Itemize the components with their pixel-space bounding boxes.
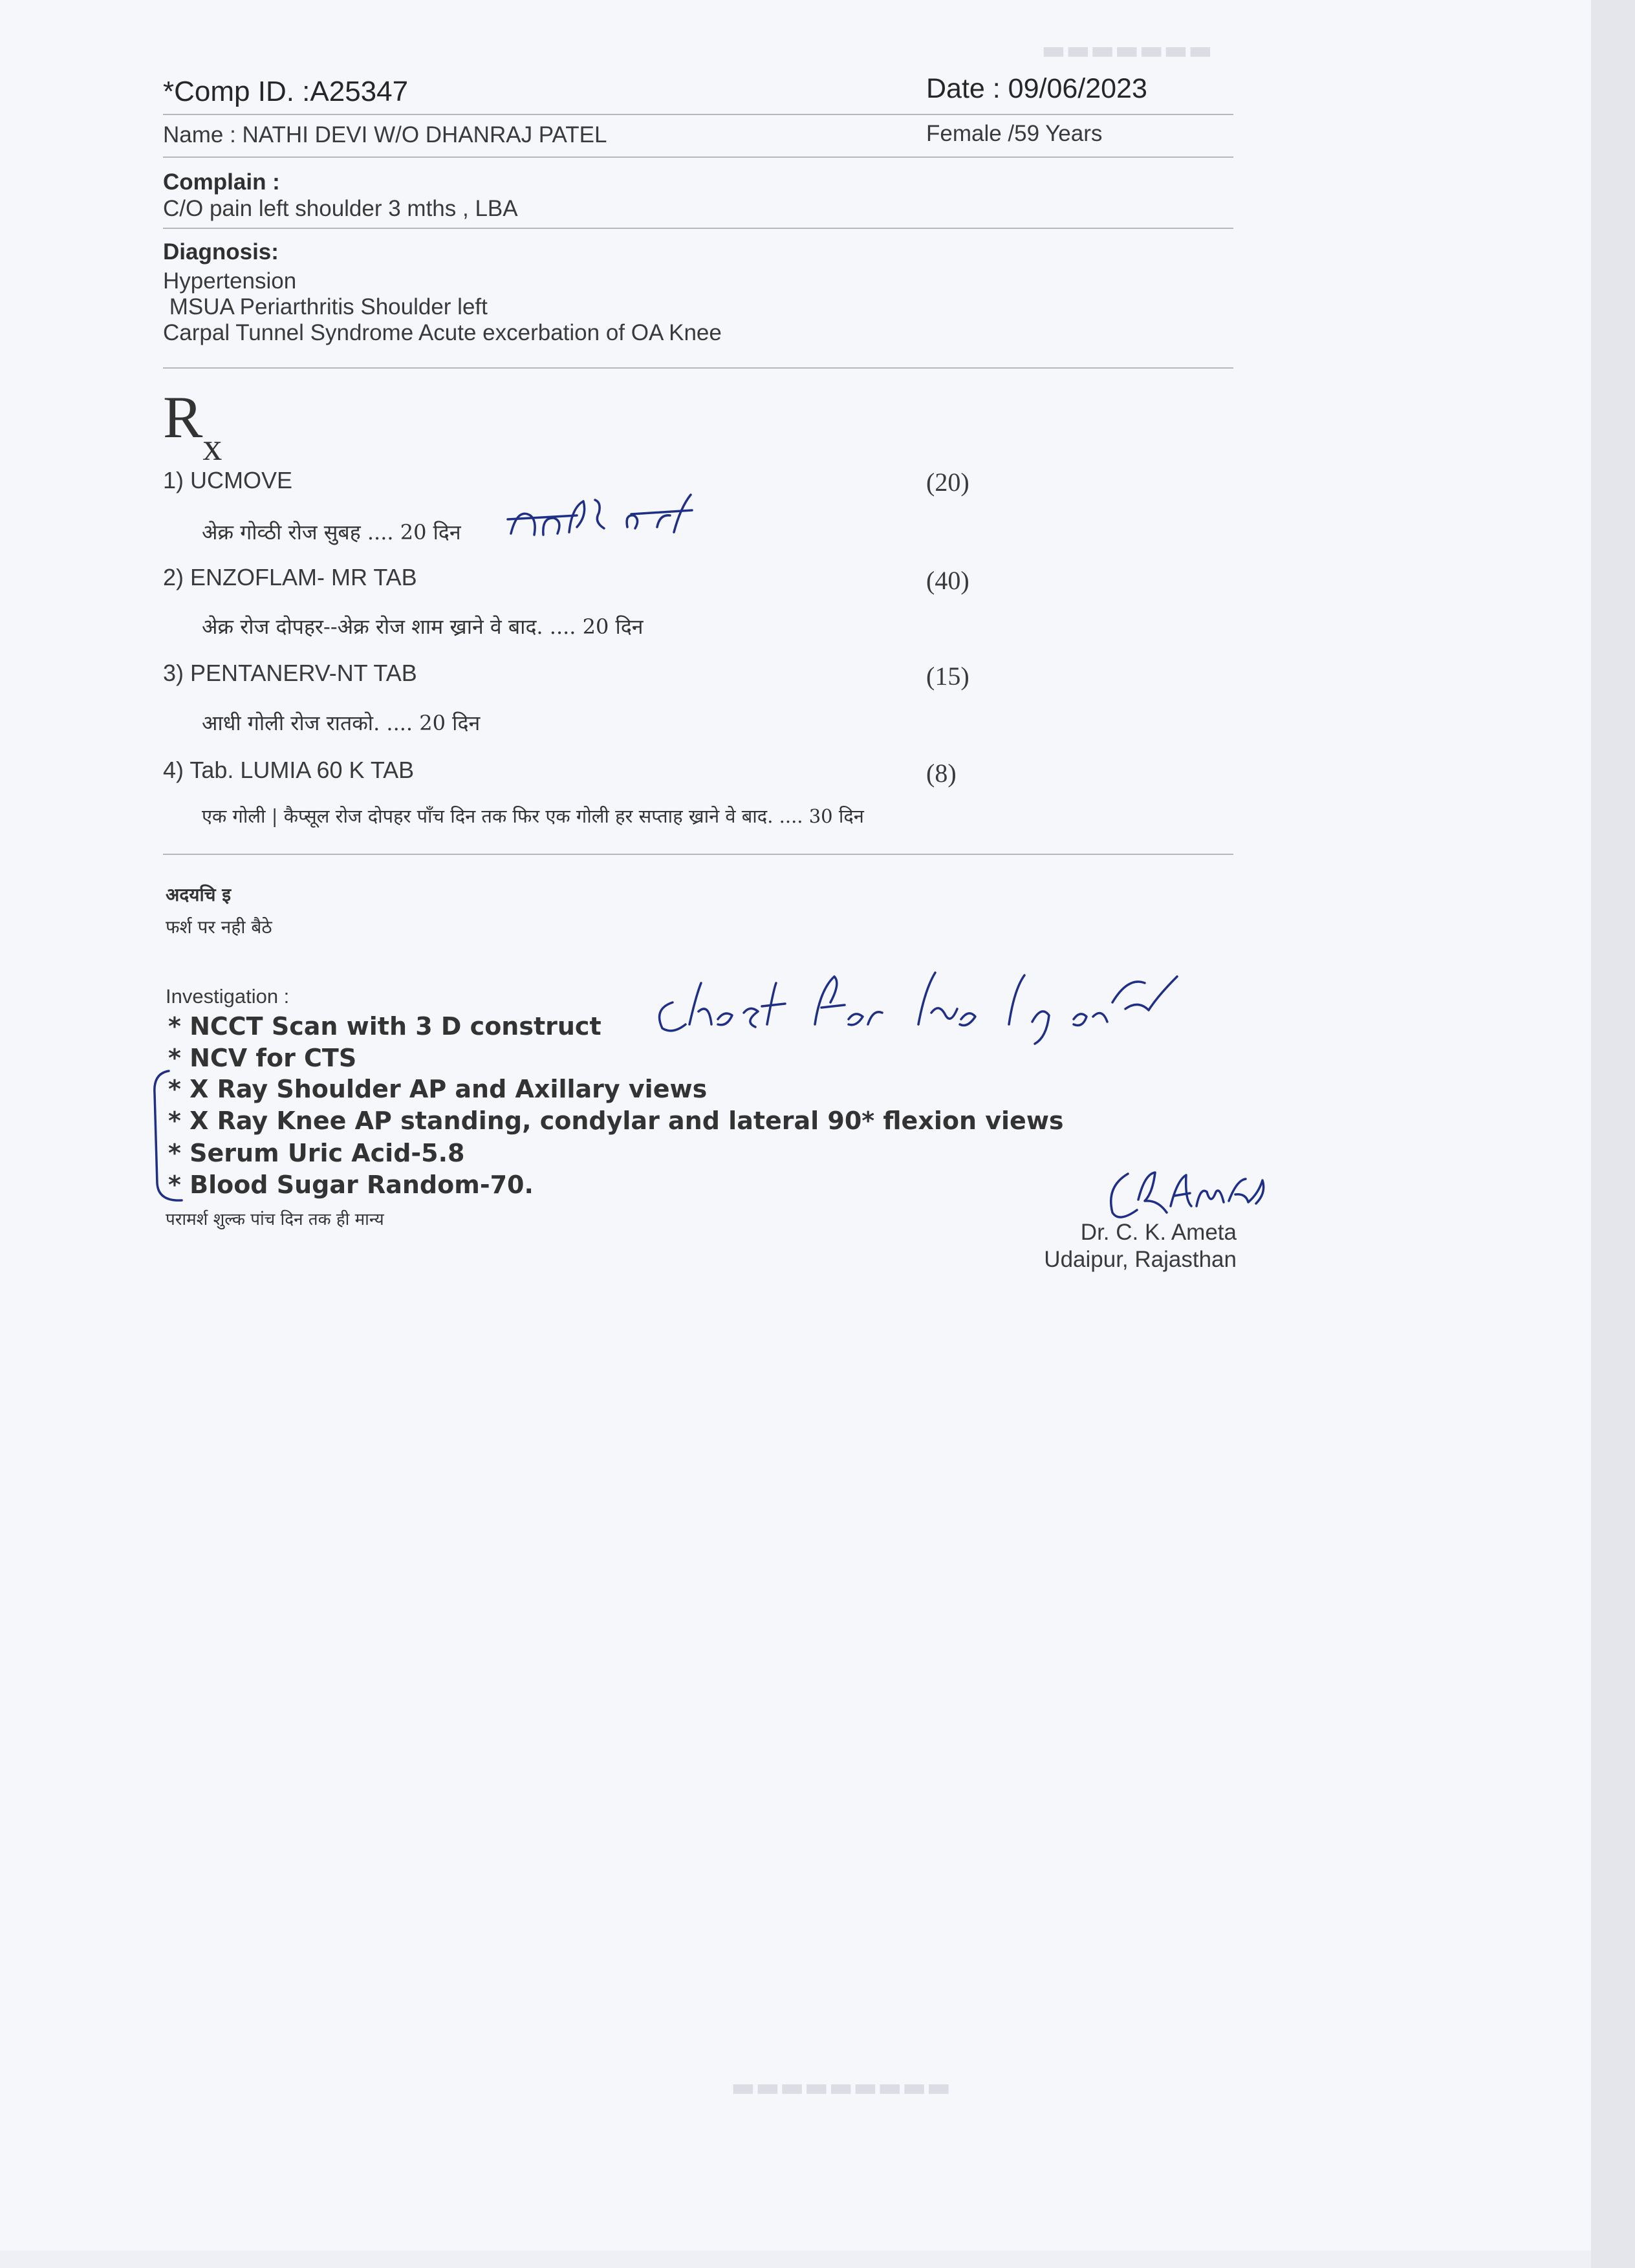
medication-name: 2) ENZOFLAM- MR TAB: [163, 564, 417, 590]
medication-instructions: आधी गोली रोज रातको. .... 20 दिन: [202, 711, 481, 735]
handwritten-note-rx1: [504, 482, 711, 553]
investigation-item: * NCV for CTS: [168, 1044, 357, 1072]
rule-1: [163, 114, 1233, 115]
diagnosis-line: MSUA Periarthritis Shoulder left: [163, 294, 488, 319]
visit-date: Date : 09/06/2023: [926, 73, 1147, 104]
complain-text: C/O pain left shoulder 3 mths , LBA: [163, 196, 518, 221]
medication-name: 3) PENTANERV-NT TAB: [163, 660, 417, 686]
medication-name: 1) UCMOVE: [163, 467, 293, 493]
bleed-through-bottom: ▬▬▬▬▬▬▬▬▬: [731, 2076, 951, 2106]
page-edge: [1591, 0, 1635, 2268]
medication-qty: (15): [926, 662, 969, 691]
medication-name: 4) Tab. LUMIA 60 K TAB: [163, 757, 415, 783]
rule-2: [163, 157, 1233, 158]
fee-validity-note: परामर्श शुल्क पांच दिन तक ही मान्य: [166, 1210, 384, 1229]
medication-qty: (8): [926, 759, 957, 788]
investigation-label: Investigation :: [166, 985, 290, 1008]
complain-title: Complain :: [163, 169, 280, 195]
doctor-signature: [1099, 1161, 1281, 1226]
investigation-item: * Blood Sugar Random-70.: [168, 1171, 534, 1199]
rx-symbol: $R_x$: [163, 384, 222, 469]
handwritten-bracket: [146, 1067, 191, 1209]
rule-5: [163, 854, 1233, 855]
medication-instructions: एक गोली | कैप्सूल रोज दोपहर पाँच दिन तक फिर एक गोली हर सप्ताह ख्राने वे बाद. .... 30 दिन: [202, 805, 864, 827]
patient-sex-age: Female /59 Years: [926, 121, 1103, 146]
doctor-name: Dr. C. K. Ameta: [1080, 1220, 1237, 1245]
investigation-item: * Serum Uric Acid-5.8: [168, 1139, 465, 1167]
handwritten-note-investigation: [647, 957, 1203, 1048]
diagnosis-line: Carpal Tunnel Syndrome Acute excerbation of OA Knee: [163, 320, 722, 345]
investigation-item: * X Ray Shoulder AP and Axillary views: [168, 1075, 708, 1103]
doctor-location: Udaipur, Rajasthan: [1044, 1247, 1237, 1272]
medication-qty: (20): [926, 468, 969, 497]
bleed-through-top: ▬▬▬▬▬▬▬: [1041, 39, 1213, 69]
rule-4: [163, 367, 1233, 369]
diagnosis-line: Hypertension: [163, 268, 297, 294]
investigation-item: * NCCT Scan with 3 D construct: [168, 1012, 601, 1041]
rule-3: [163, 228, 1233, 229]
diagnosis-title: Diagnosis:: [163, 239, 279, 265]
advice-title: अदयचि इ: [166, 884, 232, 905]
patient-name: Name : NATHI DEVI W/O DHANRAJ PATEL: [163, 122, 607, 147]
investigation-item: * X Ray Knee AP standing, condylar and lateral 90* flexion views: [168, 1107, 1064, 1135]
comp-id: *Comp ID. :A25347: [163, 76, 409, 107]
medication-instructions: अेक्र रोज दोपहर--अेक्र रोज शाम ख्राने वे बाद. .... 20 दिन: [202, 614, 644, 639]
medication-qty: (40): [926, 566, 969, 595]
advice-text: फर्श पर नही बैठे: [166, 916, 272, 938]
medication-instructions: अेक्र गोव्ठी रोज सुबह .... 20 दिन: [202, 520, 461, 545]
